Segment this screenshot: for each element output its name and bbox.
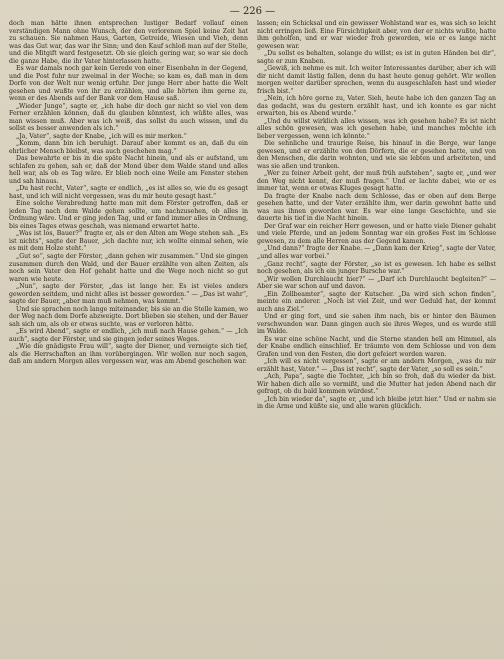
left-column	[9, 20, 248, 656]
paragraph: „Nun“, sagte der Förster, „das ist lange her. Es ist vieles anders geworden seitdem, und nicht alles ist besser geworden.“ — „Das ist wahr“, sagte der Bauer, „aber man muß nehmen, was kommt.“	[9, 283, 248, 306]
paragraph: „Wir wollen Durchlaucht hier?“ — „Darf ich Durchlaucht begleiten?“ — Aber sie war schon auf und davon.	[257, 275, 496, 291]
paragraph: „Du hast recht, Vater“, sagte er endlich, „es ist alles so, wie du es gesagt hast, und ich will nicht vergessen, was du mir heute gesagt hast.“	[9, 185, 248, 200]
paragraph: „Gut so“, sagte der Förster, „dann gehen wir zusammen.“ Und sie gingen zusammen durch den Wald, und der Bauer erzählte von alten Zeiten, als noch sein Vater den Hof gehabt hatte und die Wege noch nicht so gut waren wie heute.	[9, 252, 248, 283]
paragraph: „Nein, ich höre gerne zu, Vater. Sieh, heute habe ich den ganzen Tag an das gedacht, was du gestern erzählt hast, und ich konnte es gar nicht erwarten, bis es Abend wurde.“	[257, 95, 496, 118]
paragraph: „Ja, Vater“, sagte der Knabe, „ich will es mir merken.“	[16, 132, 187, 140]
paragraph: Da fragte der Knabe nach dem Schlosse, das er oben auf dem Berge gesehen hatte, und der Vater erzählte ihm, wer darin gewohnt hatte und was aus ihnen geworden war. Es war eine lange Geschichte, und sie dauerte bis tief in die Nacht hinein.	[257, 192, 496, 223]
paragraph: doch man hätte ihnen entsprechen lustiger Bedarf vollauf einen verständigen Mann ohne Wunsch, der den verlorenen Spiel keine Zeit hat zu schauen. Sie nahmen Haus, Garten, Getreide, Wiesen und Vieh, denn was das Gut war, das war ihr Sinn; und den Kauf schloß man auf der Stelle, und die Mitgift ward festgesetzt. Ob sie gleich gering war, so war sie doch die ganze Habe, die ihr Vater hinterlassen hatte.	[9, 20, 248, 65]
paragraph: „Ganz recht“, sagte der Förster, „so ist es gewesen. Ich habe es selbst noch gesehen, als ich ein junger Bursche war.“	[257, 260, 496, 276]
paragraph: „Gewiß, ich nehme es mit. Ich weiter Interessantes darüber, aber ich will dir nicht damit lästig fallen, denn du hast heute genug gehört. Wir wollen morgen weiter darüber sprechen, wenn du ausgeschlafen hast und wieder frisch bist.“	[257, 65, 496, 95]
paragraph: „Ich bin wieder da“, sagte er, „und ich bleibe jetzt hier.“ Und er nahm sie in die Arme und küßte sie, und alle waren glücklich.	[257, 395, 496, 411]
paragraph: „Ach, Papa“, sagte die Tochter, „ich bin so froh, daß du wieder da bist. Wir haben dich alle so vermißt, und die Mutter hat jeden Abend nach dir gefragt, ob du bald kommen würdest.“	[257, 373, 496, 396]
paragraph: „Ein Zollbeamter“, sagte der Kutscher. „Da wird sich schon finden“, meinte ein anderer. „Noch ist viel Zeit, und wer Geduld hat, der kommt auch ans Ziel.“	[257, 290, 496, 313]
paragraph: Und sie sprachen noch lange miteinander, bis sie an die Stelle kamen, wo der Weg nach dem Dorfe abzweigte. Dort blieben sie stehen, und der Bauer sah sich um, als ob er etwas suchte, was er verloren hätte.	[9, 305, 248, 328]
paragraph: „Komm, dann bin ich beruhigt. Darauf aber kommt es an, daß du ein ehrlicher Mensch bleibst, was auch geschehen mag.“	[9, 140, 248, 155]
paragraph: Eine solche Verabredung hatte man mit dem Förster getroffen, daß er jeden Tag nach dem Walde gehen sollte, um nachzusehen, ob alles in Ordnung wäre. Und er ging jeden Tag, und er fand immer alles in Ordnung, bis eines Tages etwas geschah, was niemand erwartet hatte.	[9, 200, 248, 230]
paragraph: Das bewahrte er bis in die späte Nacht hinein, und als er aufstand, um schlafen zu gehen, sah er, daß der Mond über dem Walde stand und alles hell war, als ob es Tag wäre. Er blieb noch eine Weile am Fenster stehen und sah hinaus.	[9, 155, 248, 185]
paragraph: Die sehnliche und traurige Reise, bis hinauf in die Berge, war lange gewesen, und er erzählte von den Dörfern, die er gesehen hatte, und von den Menschen, die darin wohnten, und wie sie lebten und arbeiteten, und was sie aßen und tranken.	[257, 140, 496, 170]
paragraph: Der Graf war ein reicher Herr gewesen, und er hatte viele Diener gehabt und viele Pferde, und an jedem Sonntag war ein großes Fest im Schlosse gewesen, zu dem alle Herren aus der Gegend kamen.	[257, 222, 496, 245]
paragraph: „Was ist los, Bauer?“ fragte er, als er den Alten am Wege stehen sah. „Es ist nichts“, sagte der Bauer, „ich dachte nur, ich wollte einmal sehen, wie es mit dem Holze steht.“	[9, 230, 248, 253]
paragraph: Es war damals noch gar kein Gerede von einer Eisenbahn in der Gegend, und die Post fuhr nur zweimal in der Woche; so kam es, daß man in dem Dorfe von der Welt nur wenig erfuhr. Der junge Herr aber hatte die Welt gesehen und wußte von ihr zu erzählen, und alle hörten ihm gerne zu, wenn er des Abends auf der Bank vor dem Hause saß.	[9, 65, 248, 103]
paragraph: „Wieder Junge“, sagte er, „ich habe dir doch gar nicht so viel von dem Ferner erzählen können, daß du glauben könntest, ich wüßte alles, was man wissen muß. Aber was ich weiß, das sollst du auch wissen, und du sollst es besser anwenden als ich.“	[9, 102, 248, 133]
page-number: — 226 —	[229, 6, 276, 17]
paragraph: Es war eine schöne Nacht, und die Sterne standen hell am Himmel, als der Knabe endlich einschlief. Er träumte von dem Schlosse und von dem Grafen und von den Festen, die dort gefeiert worden waren.	[257, 335, 496, 358]
paragraph: „Du sollst es behalten, solange du willst; es ist in guten Händen bei dir“, sagte er zum Knaben.	[257, 50, 496, 65]
paragraph: „Wie die gnädigste Frau will“, sagte der Diener, und verneigte sich tief, als die Herrschaften an ihm vorübergingen. Wir wollen nur noch sagen, daß am andern Morgen alles vergessen war, was am Abend geschehen war.	[9, 343, 248, 366]
paragraph: „Wer zu feiner Arbeit geht, der muß früh aufstehen“, sagte er, „und wer den Weg nicht kennt, der muß fragen.“ Und er lachte dabei, wie er es immer tat, wenn er etwas Kluges gesagt hatte.	[257, 170, 496, 193]
paragraph: Und er ging fort, und sie sahen ihm nach, bis er hinter den Bäumen verschwunden war. Dann gingen auch sie ihres Weges, und es wurde still im Walde.	[257, 313, 496, 336]
paragraph: lassen; ein Schicksal und ein gewisser Wohlstand war es, was sich so leicht nicht erringen ließ. Eine Fürsichtigkeit aber, von der er nichts wußte, hatte ihm geholfen, und er war wieder froh geworden, wie er es lange nicht gewesen war.	[257, 20, 496, 50]
right-column	[257, 20, 496, 656]
paragraph: „Ich will es nicht vergessen“, sagte er am andern Morgen, „was du mir erzählt hast, Vater.“ — „Das ist recht“, sagte der Vater, „so soll es sein.“	[257, 358, 496, 373]
text-columns	[9, 20, 496, 656]
paragraph: „Und du willst wirklich alles wissen, was ich gesehen habe? Es ist nicht alles schön gewesen, was ich gesehen habe, und manches möchte ich lieber vergessen, wenn ich könnte.“	[257, 117, 496, 140]
paragraph: „Es wird Abend“, sagte er endlich, „ich muß nach Hause gehen.“ — „Ich auch“, sagte der Förster, und sie gingen jeder seines Weges.	[9, 328, 248, 343]
paragraph: „Und dann?“ fragte der Knabe. — „Dann kam der Krieg“, sagte der Vater, „und alles war vorbei.“	[257, 245, 496, 260]
